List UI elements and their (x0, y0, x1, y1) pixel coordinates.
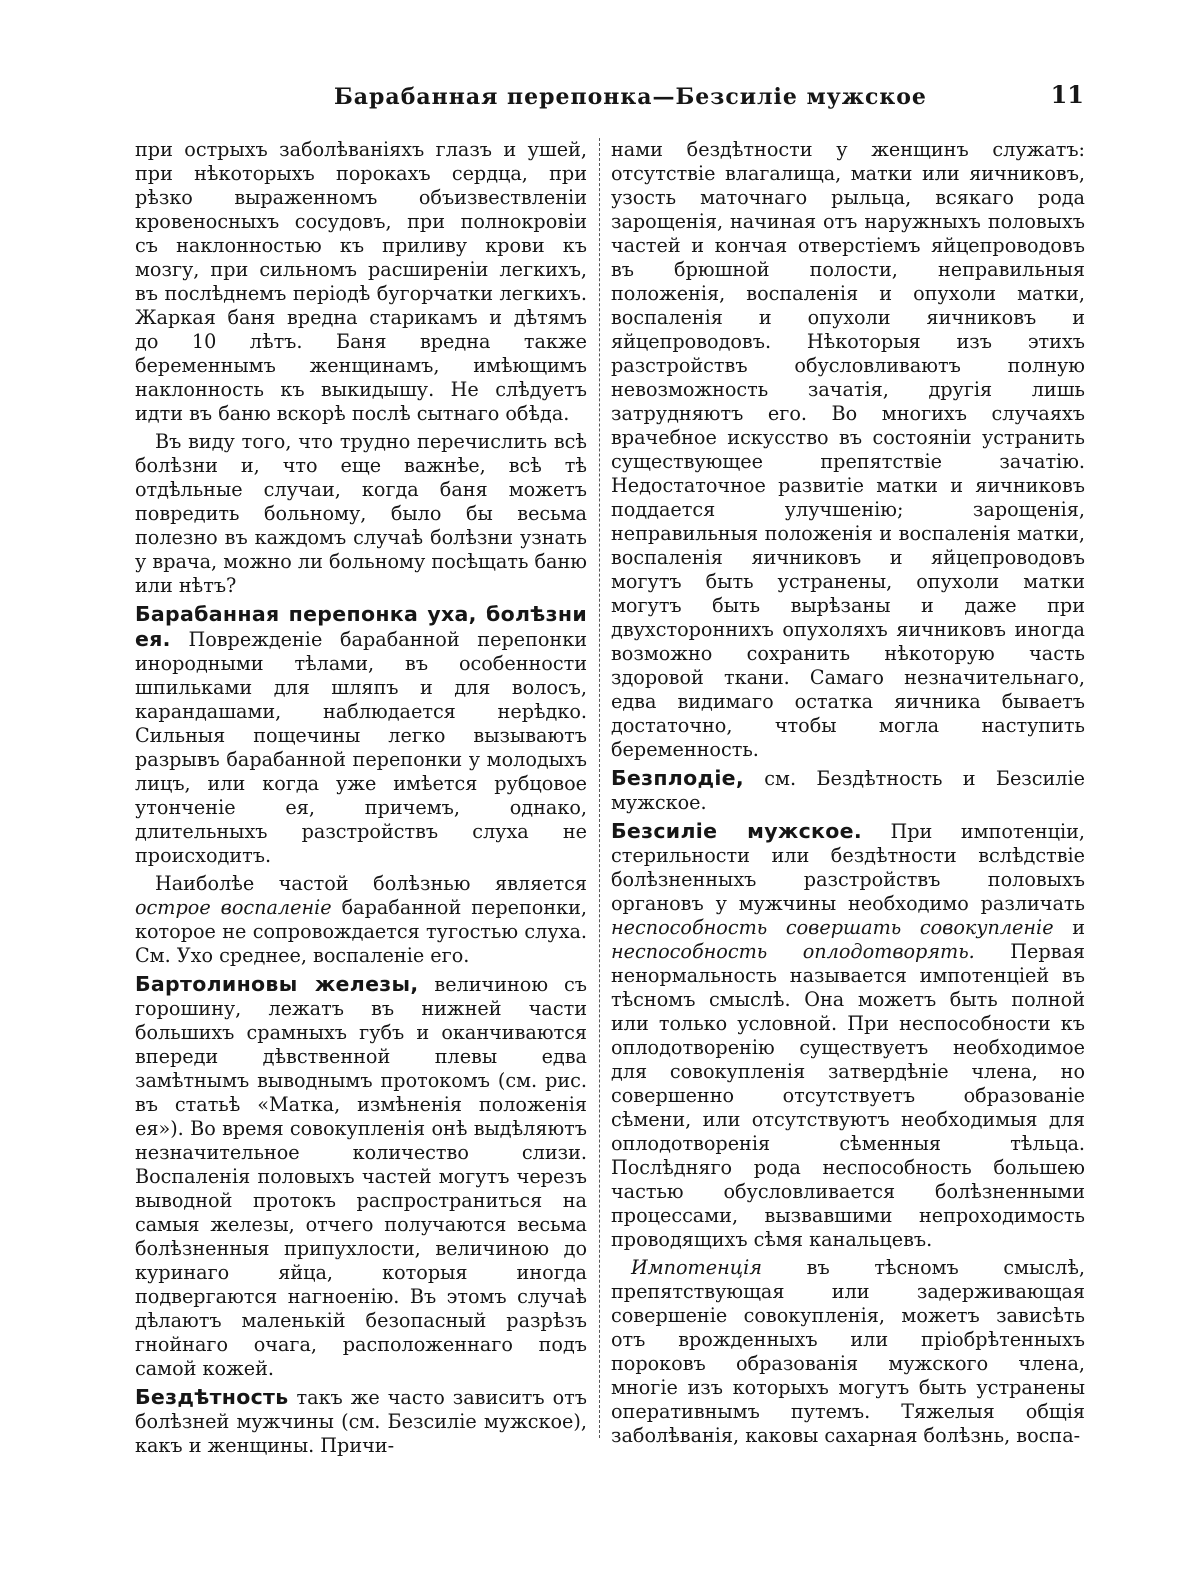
text-segment: въ тѣсномъ смыслѣ, препятствующая или задерживающая совершеніе совокупленія, можетъ зависѣть отъ врожденныхъ или пріобрѣтенныхъ пороковъ образованія мужского члена, многіе изъ которыхъ могутъ быть устранены оперативнымъ путемъ. Тяжелыя общія заболѣванія, каковы сахарная болѣзнь, воспа- (611, 1256, 1085, 1447)
paragraph: нами бездѣтности у женщинъ служатъ: отсутствіе влагалища, матки или яичниковъ, узость маточнаго рыльца, всякаго рода зарощенія, начиная отъ наружныхъ половыхъ частей и кончая отверстіемъ яйцепроводовъ въ брюшной полости, неправильныя положенія, воспаленія и опухоли матки, воспаленія и опухоли яичниковъ и яйцепроводовъ. Нѣкоторыя изъ этихъ разстройствъ обусловливаютъ полную невозможность зачатія, другія лишь затрудняютъ его. Во многихъ случаяхъ врачебное искусство въ состояніи устранить существующее препятствіе зачатію. Недостаточное развитіе матки и яичниковъ поддается улучшенію; зарощенія, неправильныя положенія и воспаленія матки, воспаленія яичниковъ и яйцепроводовъ могутъ быть устранены, опухоли матки могутъ быть вырѣзаны и даже при двухстороннихъ опухоляхъ яичниковъ иногда возможно сохранить нѣкоторую часть здоровой ткани. Самаго незначительнаго, едва видимаго остатка яичника бываетъ достаточно, чтобы могла наступить беременность. (611, 138, 1085, 761)
running-title: Барабанная перепонка—Безсиліе мужское (334, 84, 927, 110)
entry-text: Поврежденіе барабанной перепонки инородными тѣлами, въ особенности шпильками для шляпъ и для волосъ, карандашами, наблюдается нерѣдко. Сильныя пощечины легко вызываютъ разрывъ барабанной перепонки у молодыхъ лицъ, или когда уже имѣется рубцовое утонченіе ея, причемъ, однако, длительныхъ разстройствъ слуха не происходитъ. (135, 628, 587, 867)
right-column (611, 138, 1085, 1452)
emphasis-term: острое воспаленіе (135, 896, 332, 919)
column-divider (599, 138, 600, 1438)
text-segment: барабанной перепонки, которое не сопровождается тугостью слуха. См. Ухо среднее, воспаленіе его. (135, 896, 587, 967)
page-number: 11 (1050, 80, 1084, 109)
entry-headword: Бездѣтность (135, 1385, 289, 1409)
text-segment: и (1072, 916, 1085, 939)
entry-text: величиною съ горошину, лежатъ въ нижней части большихъ срамныхъ губъ и оканчиваются впереди дѣвственной плевы едва замѣтнымъ выводнымъ протокомъ (см. рис. въ статьѣ «Матка, измѣненія положенія ея»). Во время совокупленія онѣ выдѣляютъ незначительное количество слизи. Воспаленія половыхъ частей могутъ черезъ выводной протокъ распространиться на самыя железы, отчего получаются весьма болѣзненныя припухлости, величиною до куринаго яйца, которыя иногда подвергаются нагноенію. Въ этомъ случаѣ дѣлаютъ маленькій безопасный разрѣзъ гнойнаго очага, расположеннаго подъ самой кожей. (135, 973, 587, 1380)
entry-headword: Бартолиновы железы, (135, 972, 419, 996)
entry-bartolinovy-zhelezy (135, 972, 587, 1381)
text-segment: Первая ненормальность называется импотенціей въ тѣсномъ смыслѣ. Она можетъ быть полной или только условной. При неспособности къ оплодотворенію существуетъ необходимое для совокупленія затвердѣніе члена, но совершенно отсутствуетъ образованіе сѣмени, или отсутствуютъ необходимыя для оплодотворенія сѣменныя тѣльца. Послѣдняго рода неспособность большею частью обусловливается болѣзненными процессами, вызвавшими непроходимость проводящихъ сѣмя канальцевъ. (611, 940, 1085, 1251)
entry-headword: Барабанная перепонка уха, болѣзни ея. (135, 602, 587, 651)
left-column (135, 138, 587, 1462)
entry-text: такъ же часто зависитъ отъ болѣзней мужчины (см. Безсиліе мужское), какъ и женщины. Причи- (135, 1386, 587, 1457)
entry-bezsilie-muzhskoe (611, 819, 1085, 1252)
emphasis-term: Импотенція (631, 1256, 762, 1279)
page-header (134, 80, 1084, 114)
entry-headword: Безсиліе мужское. (611, 819, 862, 843)
paragraph (135, 872, 587, 968)
paragraph (611, 1256, 1085, 1448)
entry-bezdetnost (135, 1385, 587, 1458)
entry-headword: Безплодіе, (611, 766, 744, 790)
paragraph: при острыхъ заболѣваніяхъ глазъ и ушей, при нѣкоторыхъ порокахъ сердца, при рѣзко выраженномъ объизвествленіи кровеносныхъ сосудовъ, при полнокровіи съ наклонностью къ приливу крови къ мозгу, при сильномъ расширеніи легкихъ, въ послѣднемъ періодѣ бугорчатки легкихъ. Жаркая баня вредна старикамъ и дѣтямъ до 10 лѣтъ. Баня вредна также беременнымъ женщинамъ, имѣющимъ наклонность къ выкидышу. Не слѣдуетъ идти въ баню вскорѣ послѣ сытнаго обѣда. (135, 138, 587, 425)
emphasis-term: неспособность оплодотворять. (611, 940, 975, 963)
entry-bezplodie (611, 766, 1085, 815)
emphasis-term: неспособность совершать совокупленіе (611, 916, 1054, 939)
entry-barabannaya-pereponka (135, 602, 587, 868)
paragraph: Въ виду того, что трудно перечислить всѣ болѣзни и, что еще важнѣе, всѣ тѣ отдѣльные случаи, когда баня можетъ повредить больному, было бы весьма полезно въ каждомъ случаѣ болѣзни узнать у врача, можно ли больному посѣщать баню или нѣтъ? (135, 430, 587, 597)
entry-text: см. Бездѣтность и Безсиліе мужское. (611, 767, 1085, 814)
text-segment: Наиболѣе частой болѣзнью является (155, 872, 587, 895)
entry-text: При импотенціи, стерильности или бездѣтности вслѣдствіе болѣзненныхъ разстройствъ половыхъ органовъ у мужчины необходимо различать (611, 820, 1085, 915)
